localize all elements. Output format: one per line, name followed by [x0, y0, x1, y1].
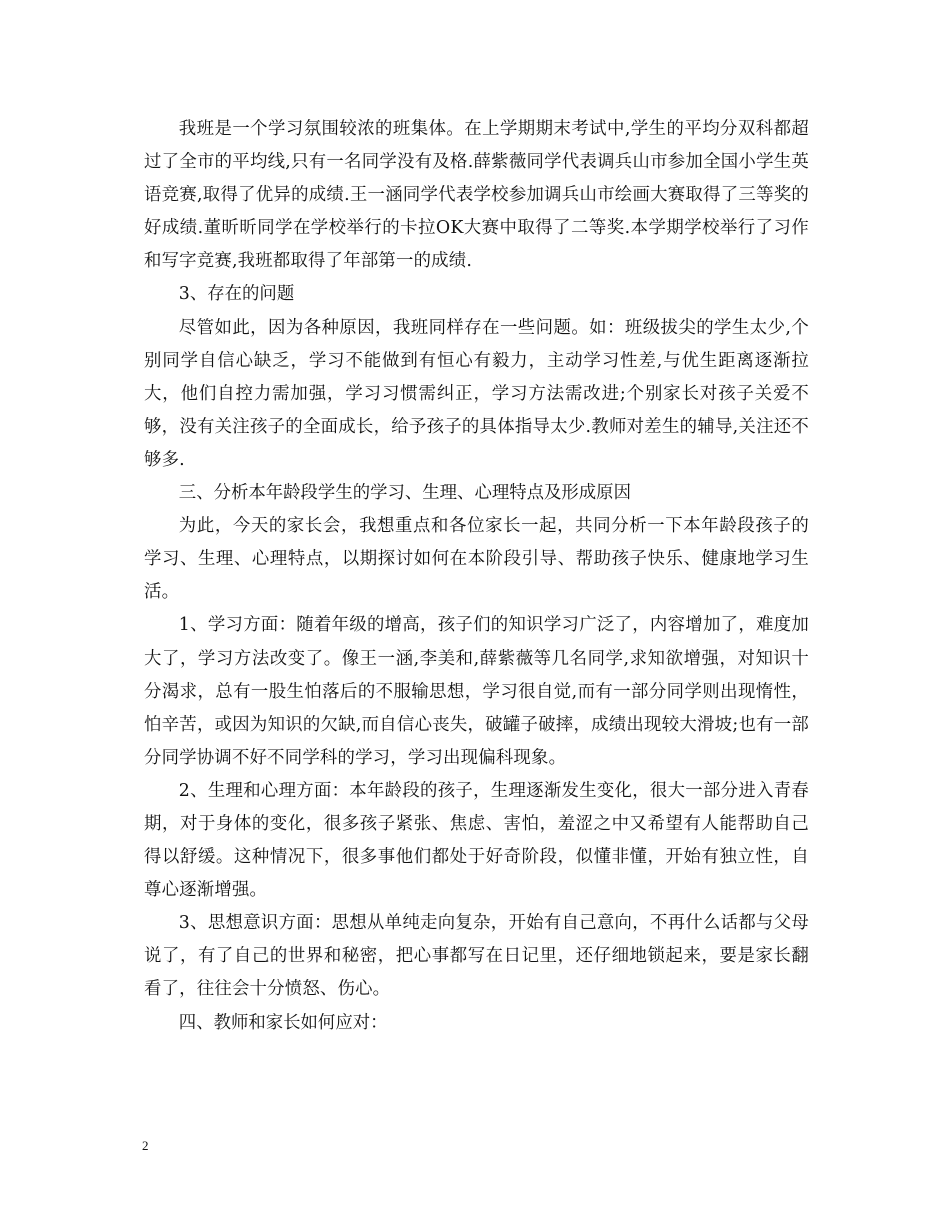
paragraph-physiology-aspect: 2、生理和心理方面：本年龄段的孩子，生理逐渐发生变化，很大一部分进入青春期，对于身体的变化，很多孩子紧张、焦虑、害怕，羞涩之中又希望有人能帮助自己得以舒缓。这种情况下，很多事他们都处于好奇阶段，似懂非懂，开始有独立性，自尊心逐渐增强。	[144, 780, 809, 901]
paragraph-class-achievements: 我班是一个学习氛围较浓的班集体。在上学期期末考试中,学生的平均分双科都超过了全市的平均线,只有一名同学没有及格.薛紫薇同学代表调兵山市参加全国小学生英语竞赛,取得了优异的成绩.王一涵同学代表学校参加调兵山市绘画大赛取得了三等奖的好成绩.董昕昕同学在学校举行的卡拉OK大赛中取得了二等奖.本学期学校举行了习作和写字竞赛,我班都取得了年部第一的成绩.	[144, 119, 809, 272]
paragraph-learning-aspect: 1、学习方面：随着年级的增高，孩子们的知识学习广泛了，内容增加了，难度加大了，学习方法改变了。像王一涵,李美和,薛紫薇等几名同学,求知欲增强，对知识十分渴求，总有一股生怕落后的不服输思想，学习很自觉,而有一部分同学则出现惰性，怕辛苦，或因为知识的欠缺,而自信心丧失，破罐子破摔，成绩出现较大滑坡;也有一部分同学协调不好不同学科的学习，学习出现偏科现象。	[144, 615, 809, 768]
heading-response: 四、教师和家长如何应对：	[178, 1012, 388, 1033]
heading-analysis: 三、分析本年龄段学生的学习、生理、心理特点及形成原因	[178, 483, 631, 504]
heading-existing-problems: 3、存在的问题	[178, 284, 295, 305]
document-body	[144, 113, 809, 1040]
paragraph-problems: 尽管如此，因为各种原因，我班同样存在一些问题。如：班级拔尖的学生太少,个别同学自信心缺乏，学习不能做到有恒心有毅力，主动学习性差,与优生距离逐渐拉大，他们自控力需加强，学习习惯需纠正，学习方法需改进;个别家长对孩子关爱不够，没有关注孩子的全面成长，给予孩子的具体指导太少.教师对差生的辅导,关注还不够多.	[144, 317, 809, 470]
page-number: 2	[142, 1138, 149, 1153]
paragraph-ideology-aspect: 3、思想意识方面：思想从单纯走向复杂，开始有自己意向，不再什么话都与父母说了，有了自己的世界和秘密，把心事都写在日记里，还仔细地锁起来，要是家长翻看了，往往会十分愤怒、伤心。	[144, 913, 809, 1000]
paragraph-analysis-intro: 为此，今天的家长会，我想重点和各位家长一起，共同分析一下本年龄段孩子的学习、生理、心理特点，以期探讨如何在本阶段引导、帮助孩子快乐、健康地学习生活。	[144, 516, 809, 603]
